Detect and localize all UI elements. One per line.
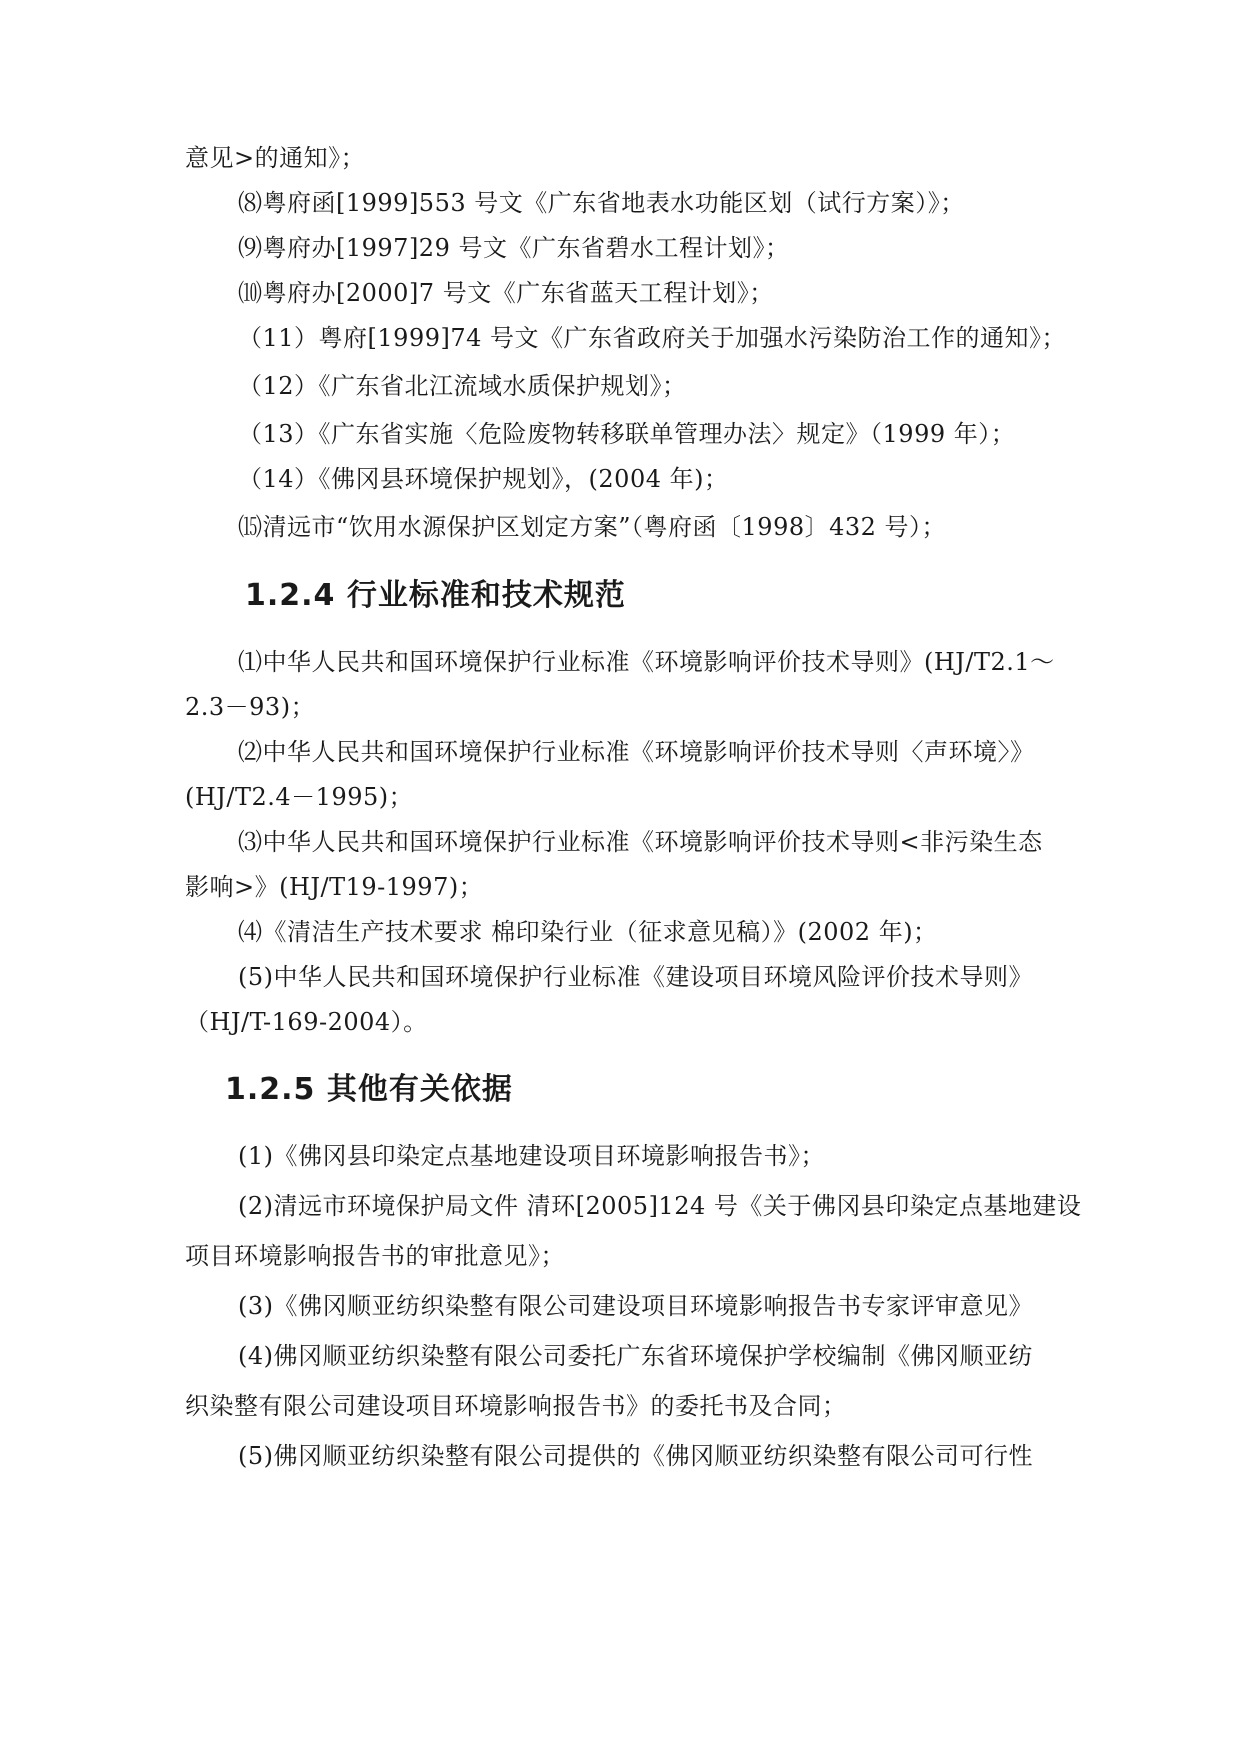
standard-item-3-cont: 影响>》(HJ/T19-1997)； <box>185 873 484 901</box>
regulation-item-9: ⑼粤府办[1997]29 号文《广东省碧水工程计划》； <box>238 234 790 262</box>
regulation-item-11: （11）粤府[1999]74 号文《广东省政府关于加强水污染防治工作的通知》； <box>238 324 1067 352</box>
basis-item-2: (2)清远市环境保护局文件 清环[2005]124 号《关于佛冈县印染定点基地建设 <box>238 1192 1082 1220</box>
regulation-item-10: ⑽粤府办[2000]7 号文《广东省蓝天工程计划》； <box>238 279 774 307</box>
basis-item-1: (1)《佛冈县印染定点基地建设项目环境影响报告书》； <box>238 1142 825 1170</box>
basis-item-3: (3)《佛冈顺亚纺织染整有限公司建设项目环境影响报告书专家评审意见》 <box>238 1292 1033 1320</box>
standard-item-4: ⑷《清洁生产技术要求 棉印染行业（征求意见稿）》(2002 年)； <box>238 918 938 946</box>
basis-item-4: (4)佛冈顺亚纺织染整有限公司委托广东省环境保护学校编制《佛冈顺亚纺 <box>238 1342 1033 1370</box>
regulation-item-8: ⑻粤府函[1999]553 号文《广东省地表水功能区划（试行方案）》； <box>238 189 965 217</box>
standard-item-1: ⑴中华人民共和国环境保护行业标准《环境影响评价技术导则》(HJ/T2.1～ <box>238 648 1055 676</box>
section-heading-1-2-5: 1.2.5 其他有关依据 <box>225 1072 513 1107</box>
standard-item-5-cont: （HJ/T-169-2004）。 <box>185 1008 428 1036</box>
regulation-item-15: ⒂清远市“饮用水源保护区划定方案”（粤府函〔1998〕432 号）； <box>238 513 947 541</box>
basis-item-5: (5)佛冈顺亚纺织染整有限公司提供的《佛冈顺亚纺织染整有限公司可行性 <box>238 1442 1033 1470</box>
regulation-item-14: （14）《佛冈县环境保护规划》，(2004 年)； <box>238 465 729 493</box>
regulation-continuation: 意见>的通知》； <box>185 144 366 172</box>
standard-item-2: ⑵中华人民共和国环境保护行业标准《环境影响评价技术导则〈声环境〉》 <box>238 738 1035 766</box>
standard-item-5: (5)中华人民共和国环境保护行业标准《建设项目环境风险评价技术导则》 <box>238 963 1033 991</box>
section-heading-1-2-4: 1.2.4 行业标准和技术规范 <box>245 578 626 613</box>
basis-item-2-cont: 项目环境影响报告书的审批意见》； <box>185 1242 565 1270</box>
regulation-item-12: （12）《广东省北江流域水质保护规划》； <box>238 372 687 400</box>
standard-item-2-cont: (HJ/T2.4－1995)； <box>185 783 414 811</box>
standard-item-3: ⑶中华人民共和国环境保护行业标准《环境影响评价技术导则<非污染生态 <box>238 828 1043 856</box>
basis-item-4-cont: 织染整有限公司建设项目环境影响报告书》的委托书及合同； <box>185 1392 847 1420</box>
regulation-item-13: （13）《广东省实施〈危险废物转移联单管理办法〉规定》（1999 年）； <box>238 420 1016 448</box>
standard-item-1-cont: 2.3－93)； <box>185 693 316 721</box>
